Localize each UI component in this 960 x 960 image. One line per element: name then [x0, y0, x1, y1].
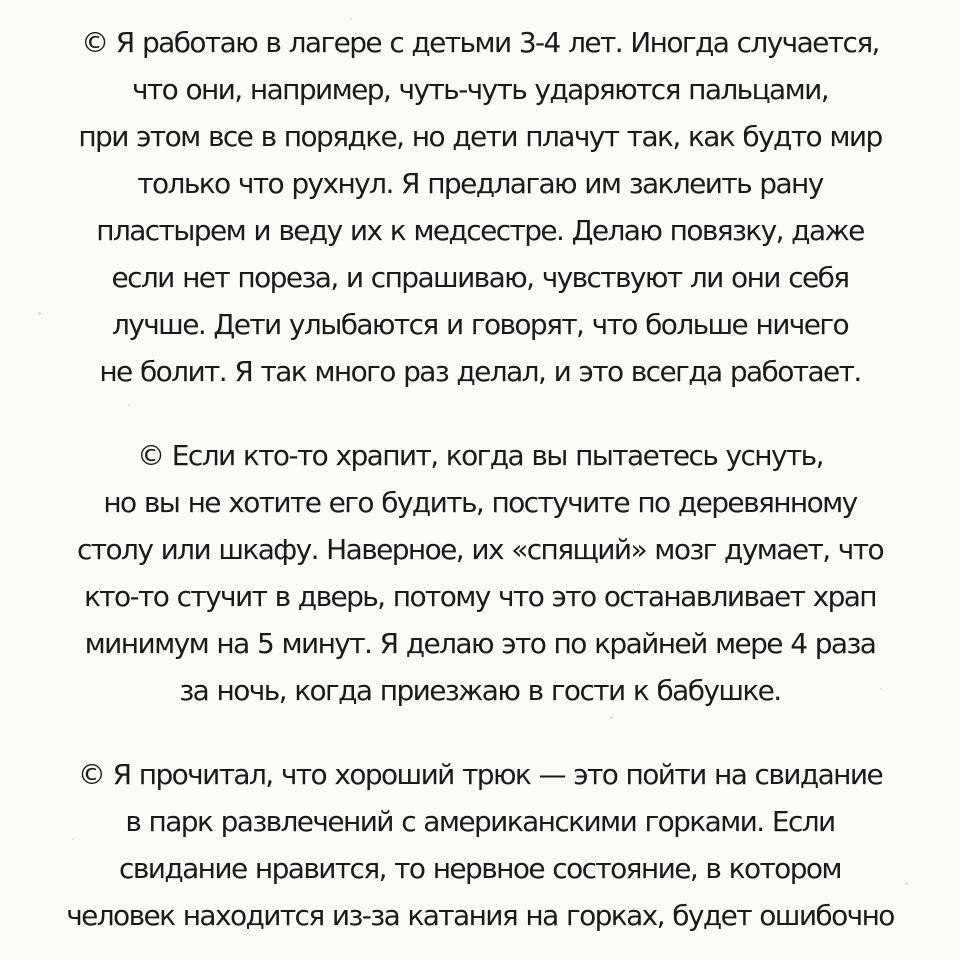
text-line: пластырем и веду их к медсестре. Делаю повязку, даже [96, 214, 864, 247]
story-paragraph-1 [0, 19, 960, 395]
story-paragraph-2 [0, 432, 960, 714]
text-line: человек находится из-за катания на горках, будет ошибочно [66, 899, 894, 932]
text-line: © Я прочитал, что хороший трюк — это пойти на свидание [77, 758, 883, 791]
text-line: свидание нравится, то нервное состояние, в котором [119, 852, 841, 885]
paper-speck [128, 404, 130, 406]
text-line: не болит. Я так много раз делал, и это всегда работает. [99, 355, 861, 388]
text-line: © Если кто-то храпит, когда вы пытаетесь уснуть, [137, 439, 823, 472]
text-line: кто-то стучит в дверь, потому что это останавливает храп [83, 580, 877, 613]
text-line: за ночь, когда приезжаю в гости к бабушке. [179, 674, 781, 707]
text-line: минимум на 5 минут. Я делаю это по крайней мере 4 раза [84, 627, 876, 660]
text-line: но вы не хотите его будить, постучите по деревянному [103, 486, 857, 519]
text-line: только что рухнул. Я предлагаю им заклеить рану [137, 167, 823, 200]
text-line: © Я работаю в лагере с детьми 3-4 лет. Иногда случается, [81, 26, 879, 59]
text-line: при этом все в порядке, но дети плачут так, как будто мир [78, 120, 882, 153]
text-line: если нет пореза, и спрашиваю, чувствуют ли они себя [111, 261, 849, 294]
text-line: в парк развлечений с американскими горками. Если [125, 805, 835, 838]
text-line: столу или шкафу. Наверное, их «спящий» мозг думает, что [76, 533, 883, 566]
text-line: лучше. Дети улыбаются и говорят, что больше ничего [111, 308, 849, 341]
story-paragraph-3 [0, 751, 960, 939]
paper-speck [610, 716, 613, 719]
text-line: что они, например, чуть-чуть ударяются пальцами, [131, 73, 829, 106]
